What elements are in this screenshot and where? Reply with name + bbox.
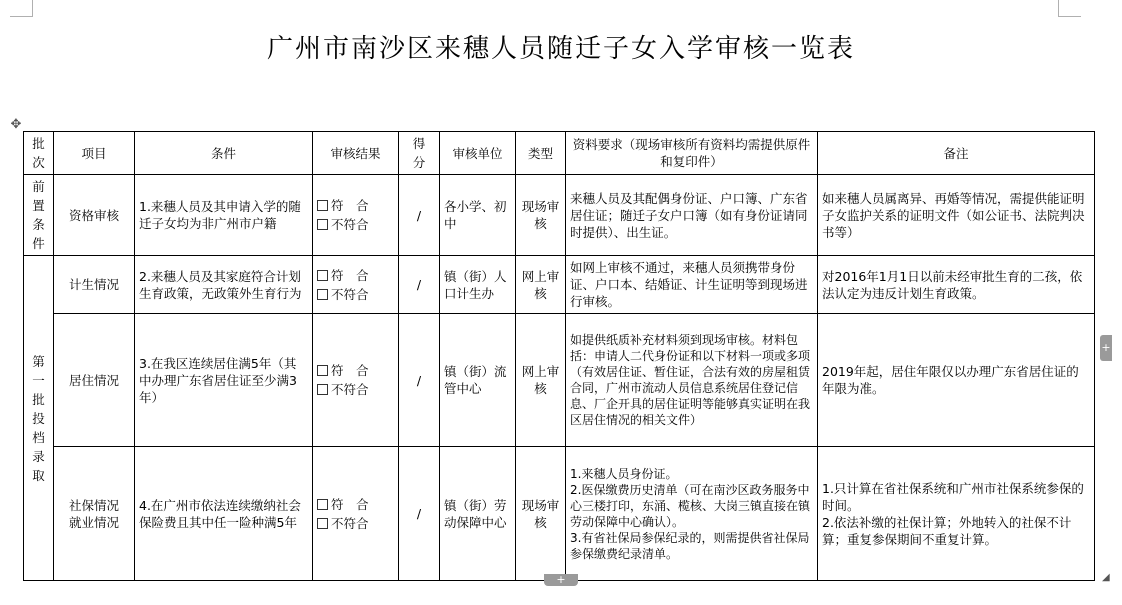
remark-cell: 对2016年1月1日以前未经审批生育的二孩，依法认定为违反计划生育政策。 <box>818 256 1095 314</box>
pass-checkbox[interactable] <box>317 361 394 380</box>
header-docs: 资料要求（现场审核所有资料均需提供原件和复印件） <box>566 132 818 175</box>
item-cell: 社保情况 就业情况 <box>54 447 135 581</box>
remark-cell: 如来穗人员属离异、再婚等情况，需提供能证明子女监护关系的证明文件（如公证书、法院判决书等） <box>818 175 1095 256</box>
pass-checkbox[interactable] <box>317 266 394 285</box>
fail-label: 不符合 <box>331 286 369 302</box>
docs-cell: 1.来穗人员身份证。 2.医保缴费历史清单（可在南沙区政务服务中心三楼打印，东涌、榄核、大岗三镇直接在镇劳动保障中心确认）。 3.有省社保局参保纪录的，则需提供省社保局参保缴费纪录清单。 <box>566 447 818 581</box>
fail-checkbox[interactable] <box>317 285 394 304</box>
fail-label: 不符合 <box>331 217 369 232</box>
checkbox-icon <box>317 365 328 376</box>
table-row <box>24 447 1095 581</box>
checkbox-icon <box>317 518 328 529</box>
docs-cell: 如网上审核不通过，来穗人员须携带身份证、户口本、结婚证、计生证明等到现场进行审核。 <box>566 256 818 314</box>
checkbox-icon <box>317 289 328 300</box>
condition-cell: 1.来穗人员及其申请入学的随迁子女均为非广州市户籍 <box>135 175 313 256</box>
result-cell <box>313 447 399 581</box>
header-item: 项目 <box>54 132 135 175</box>
unit-cell: 镇（街）人口计生办 <box>440 256 516 314</box>
result-cell <box>313 256 399 314</box>
header-condition: 条件 <box>135 132 313 175</box>
fail-checkbox[interactable] <box>317 514 394 533</box>
fail-checkbox[interactable] <box>317 380 394 399</box>
header-score: 得 分 <box>399 132 440 175</box>
item-cell: 计生情况 <box>54 256 135 314</box>
header-batch: 批 次 <box>24 132 54 175</box>
score-cell: / <box>399 175 440 256</box>
unit-cell: 镇（街）流管中心 <box>440 314 516 447</box>
header-remark: 备注 <box>818 132 1095 175</box>
table-row <box>24 314 1095 447</box>
table-row <box>24 256 1095 314</box>
review-table <box>23 131 1095 581</box>
condition-cell: 3.在我区连续居住满5年（其中办理广东省居住证至少满3年） <box>135 314 313 447</box>
table-resize-handle-icon[interactable]: ◢ <box>1102 572 1110 583</box>
header-type: 类型 <box>516 132 566 175</box>
score-cell: / <box>399 314 440 447</box>
checkbox-icon <box>317 499 328 510</box>
fail-label: 不符合 <box>331 382 369 397</box>
condition-cell: 2.来穗人员及其家庭符合计划生育政策，无政策外生育行为 <box>135 256 313 314</box>
header-result: 审核结果 <box>313 132 399 175</box>
score-cell: / <box>399 256 440 314</box>
page-corner-mark-right <box>1058 0 1081 17</box>
unit-cell: 镇（街）劳动保障中心 <box>440 447 516 581</box>
pass-label: 符 合 <box>331 363 369 378</box>
page-corner-mark-left <box>10 0 33 17</box>
checkbox-icon <box>317 384 328 395</box>
table-row <box>24 175 1095 256</box>
pass-checkbox[interactable] <box>317 196 394 215</box>
pass-label: 符 合 <box>331 267 369 283</box>
remark-cell: 1.只计算在省社保系统和广州市社保系统参保的时间。 2.依法补缴的社保计算；外地转入的社保不计算；重复参保期间不重复计算。 <box>818 447 1095 581</box>
item-cell: 资格审核 <box>54 175 135 256</box>
type-cell: 现场审核 <box>516 175 566 256</box>
page-title: 广州市南沙区来穗人员随迁子女入学审核一览表 <box>266 34 855 64</box>
item-cell: 居住情况 <box>54 314 135 447</box>
unit-cell: 各小学、初中 <box>440 175 516 256</box>
pass-label: 符 合 <box>331 198 369 213</box>
add-row-button[interactable]: + <box>544 574 578 586</box>
pass-checkbox[interactable] <box>317 495 394 514</box>
table-move-handle-icon[interactable]: ✥ <box>10 117 22 132</box>
checkbox-icon <box>317 219 328 230</box>
fail-label: 不符合 <box>331 515 369 531</box>
remark-cell: 2019年起，居住年限仅以办理广东省居住证的年限为准。 <box>818 314 1095 447</box>
docs-cell: 来穗人员及其配偶身份证、户口簿、广东省居住证；随迁子女户口簿（如有身份证请同时提供）、出生证。 <box>566 175 818 256</box>
fail-checkbox[interactable] <box>317 215 394 234</box>
docs-cell: 如提供纸质补充材料须到现场审核。材料包括：申请人二代身份证和以下材料一项或多项（有效居住证、暂住证，合法有效的房屋租赁合同，广州市流动人员信息系统居住登记信息、厂企开具的居住证明等能够真实证明在我区居住情况的相关文件） <box>566 314 818 447</box>
result-cell <box>313 314 399 447</box>
checkbox-icon <box>317 200 328 211</box>
pass-label: 符 合 <box>331 496 369 512</box>
batch-cell: 前 置 条 件 <box>24 175 54 256</box>
checkbox-icon <box>317 270 328 281</box>
header-unit: 审核单位 <box>440 132 516 175</box>
batch-cell: 第 一 批 投 档 录 取 <box>24 256 54 581</box>
add-column-button[interactable]: + <box>1100 335 1112 361</box>
score-cell: / <box>399 447 440 581</box>
header-row <box>24 132 1095 175</box>
type-cell: 网上审核 <box>516 314 566 447</box>
result-cell <box>313 175 399 256</box>
type-cell: 网上审核 <box>516 256 566 314</box>
type-cell: 现场审核 <box>516 447 566 581</box>
condition-cell: 4.在广州市依法连续缴纳社会保险费且其中任一险种满5年 <box>135 447 313 581</box>
